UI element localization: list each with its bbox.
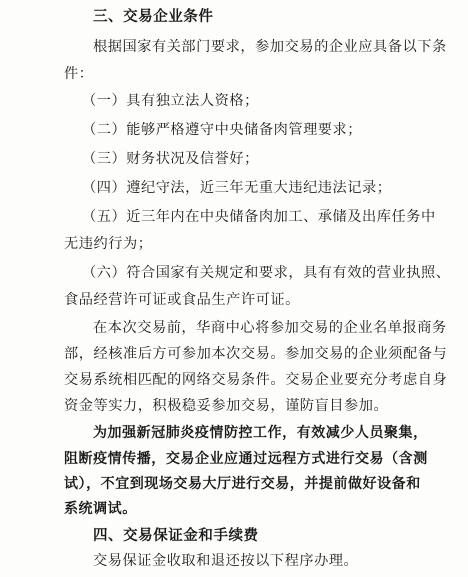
section-3-heading: 三、交易企业条件	[93, 9, 214, 25]
paragraph-1-line4: 资金等实力，积极稳妥参加交易，谨防盲目参加。	[64, 398, 389, 414]
paragraph-2-line3: 试），不宜到现场交易大厅进行交易，并提前做好设备和	[64, 476, 421, 492]
paragraph-2-line4: 系统调试。	[64, 501, 137, 517]
condition-item-2: （二）能够严格遵守中央储备肉管理要求；	[82, 122, 363, 138]
paragraph-2-line1: 为加强新冠肺炎疫情防控工作，有效减少人员聚集，	[93, 425, 428, 441]
section-3-intro-line1: 根据国家有关部门要求，参加交易的企业应具备以下条	[93, 39, 447, 55]
condition-item-5-line1: （五）近三年内在中央储备肉加工、承储及出库任务中	[82, 209, 436, 225]
condition-item-4: （四）遵纪守法，近三年无重大违纪违法记录；	[82, 180, 392, 196]
condition-item-1: （一）具有独立法人资格；	[82, 93, 259, 109]
condition-item-5-line2: 无违约行为；	[64, 236, 153, 252]
section-4-intro: 交易保证金收取和退还按以下程序办理。	[93, 553, 359, 569]
section-4-heading: 四、交易保证金和手续费	[93, 528, 259, 544]
paragraph-1-line1: 在本次交易前，华商中心将参加交易的企业名单报商务	[93, 320, 447, 336]
condition-item-6-line2: 食品经营许可证或食品生产许可证。	[64, 292, 300, 308]
condition-item-6-line1: （六）符合国家有关规定和要求，具有有效的营业执照、	[82, 265, 451, 281]
paragraph-2-line2: 阻断疫情传播，交易企业应通过远程方式进行交易（含测	[64, 451, 428, 467]
paragraph-1-line2: 部，经核准后方可参加本次交易。参加交易的企业须配备与	[64, 346, 448, 362]
paragraph-1-line3: 交易系统相匹配的网络交易条件。交易企业要充分考虑自身	[64, 372, 448, 388]
section-3-intro-line2: 件：	[64, 66, 94, 82]
condition-item-3: （三）财务状况及信誉好；	[82, 151, 259, 167]
